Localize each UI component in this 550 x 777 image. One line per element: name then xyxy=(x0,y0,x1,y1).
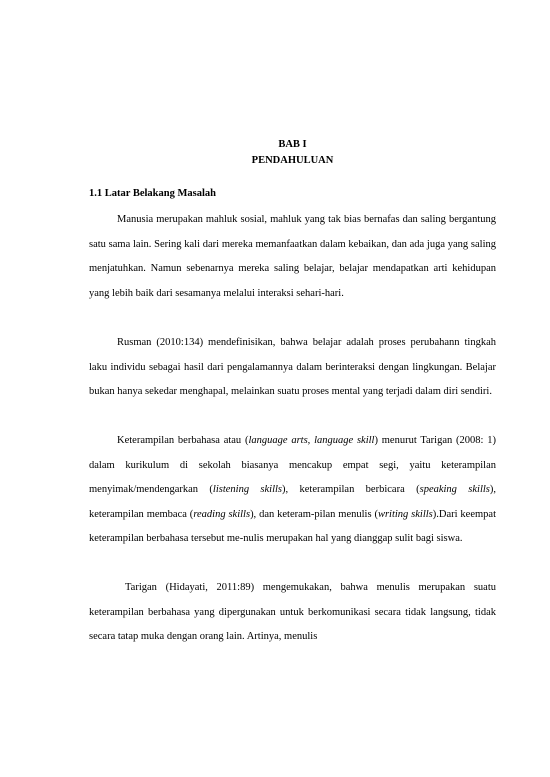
term-listening-skills: listening skills xyxy=(212,484,283,495)
paragraph-3-text: ), keterampilan membaca ( xyxy=(89,484,497,520)
paragraph-3-text: ) menurut Tarigan (2008: 1) dalam kurikulum di sekolah biasanya mencakup empat segi, yaitu keterampilan menyimak/mendengarkan ( xyxy=(89,435,496,495)
chapter-number: BAB I xyxy=(278,139,307,150)
term-reading-skills: reading skills xyxy=(193,508,251,520)
paragraph-3 xyxy=(89,429,496,552)
paragraph-3-text: ).Dari keempat keterampilan berbahasa tersebut me-nulis merupakan hal yang dianggap sulit bagi siswa. xyxy=(89,508,496,544)
paragraph-3-text: Keterampilan berbahasa atau ( xyxy=(117,435,249,446)
paragraph-3-text: ), dan keteram-pilan menulis ( xyxy=(250,508,378,520)
paragraph-3-text: ), keterampilan berbicara ( xyxy=(282,484,420,495)
term-speaking-skills: speaking skills xyxy=(419,484,490,495)
chapter-title: PENDAHULUAN xyxy=(251,155,334,166)
paragraph-2: Rusman (2010:134) mendefinisikan, bahwa belajar adalah proses perubahann tingkah laku individu sebagai hasil dari pengalamannya dalam berinteraksi dengan lingkungan. Belajar bukan hanya sekedar menghapal, melainkan suatu proses mental yang terjadi dalam diri sendiri. xyxy=(89,337,496,397)
paragraph-4: Tarigan (Hidayati, 2011:89) mengemukakan, bahwa menulis merupakan suatu keterampilan berbahasa yang dipergunakan untuk berkomunikasi secara tidak langsung, tidak secara tatap muka dengan orang lain. Artinya, menulis xyxy=(89,582,496,642)
section-heading: 1.1 Latar Belakang Masalah xyxy=(89,188,216,199)
term-language-arts: language arts, language skill xyxy=(248,435,375,446)
paragraph-1: Manusia merupakan mahluk sosial, mahluk yang tak bias bernafas dan saling bergantung satu sama lain. Sering kali dari mereka memanfaatkan dalam kebaikan, dan ada juga yang saling menjatuhkan. Namun sebenarnya mereka saling belajar, belajar mendapatkan arti kehidupan yang lebih baik dari sesamanya melalui interaksi sehari-hari. xyxy=(89,214,496,299)
term-writing-skills: writing skills xyxy=(377,508,433,520)
